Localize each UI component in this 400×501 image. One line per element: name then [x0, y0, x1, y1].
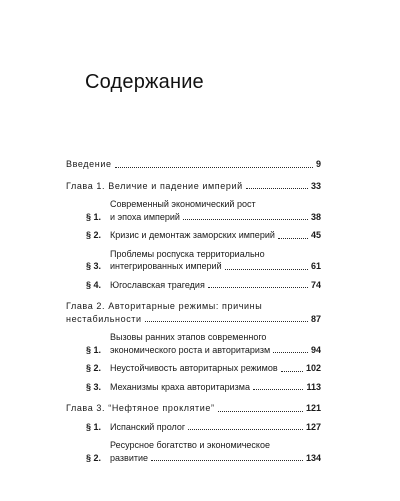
- toc-section-number: § 2.: [86, 230, 102, 240]
- toc-section-entry: [66, 279, 321, 292]
- toc-page-number: 9: [315, 159, 321, 169]
- toc-entry-text: Глава 1. Величие и падение империй: [66, 180, 243, 191]
- dot-leader: [208, 287, 308, 288]
- toc-entry-text: Механизмы краха авторитаризма: [110, 381, 250, 392]
- toc-page-number: 87: [310, 313, 321, 324]
- toc-chapter-entry: [66, 402, 321, 415]
- dot-leader: [115, 167, 313, 168]
- dot-leader: [188, 429, 303, 430]
- toc-page-number: 134: [305, 452, 321, 463]
- toc-section-entry: [66, 439, 321, 464]
- toc-section-entry: [66, 331, 321, 356]
- toc-entry-text: нестабильности: [66, 313, 142, 324]
- toc-page-number: 74: [310, 279, 321, 290]
- toc-entry-text: Глава 2. Авторитарные режимы: причины: [66, 301, 263, 311]
- table-of-contents: [66, 158, 321, 464]
- dot-leader: [278, 238, 308, 239]
- toc-entry-text: Проблемы роспуска территориально: [110, 248, 265, 259]
- toc-page-number: 45: [310, 230, 321, 240]
- dot-leader: [151, 460, 303, 461]
- toc-section-entry: [66, 248, 321, 273]
- toc-page-number: 113: [306, 381, 321, 392]
- toc-chapter-entry: [66, 158, 321, 171]
- toc-page-number: 61: [310, 261, 321, 271]
- toc-page-number: 102: [305, 363, 321, 373]
- dot-leader: [225, 269, 308, 270]
- toc-page-number: 121: [305, 403, 321, 413]
- toc-section-number: § 1.: [86, 421, 102, 432]
- toc-section-number: § 3.: [86, 261, 102, 271]
- toc-section-number: § 1.: [86, 211, 102, 222]
- toc-entry-text: экономического роста и авторитаризм: [110, 344, 271, 355]
- dot-leader: [183, 219, 308, 220]
- dot-leader: [253, 389, 303, 390]
- toc-entry-text: интегрированных империй: [110, 261, 222, 271]
- toc-entry-text: Ресурсное богатство и экономическое: [110, 440, 270, 450]
- toc-section-number: § 3.: [86, 381, 102, 392]
- dot-leader: [273, 352, 308, 353]
- toc-entry-text: Введение: [66, 159, 112, 169]
- dot-leader: [218, 411, 303, 412]
- toc-section-entry: [66, 198, 321, 223]
- toc-entry-text: развитие: [110, 452, 148, 463]
- toc-page-number: 33: [310, 180, 321, 191]
- toc-chapter-entry: [66, 180, 321, 193]
- page-title: Содержание: [85, 71, 204, 93]
- toc-entry-text: Неустойчивость авторитарных режимов: [110, 363, 278, 373]
- toc-entry-text: Югославская трагедия: [110, 279, 205, 290]
- toc-section-entry: [66, 421, 321, 434]
- dot-leader: [281, 371, 303, 372]
- toc-section-number: § 2.: [86, 363, 102, 373]
- toc-entry-text: Испанский пролог: [110, 421, 186, 432]
- toc-section-entry: [66, 362, 321, 375]
- toc-section-entry: [66, 229, 321, 242]
- toc-section-number: § 1.: [86, 344, 102, 355]
- toc-section-number: § 4.: [86, 279, 102, 290]
- toc-page-number: 94: [310, 344, 321, 355]
- dot-leader: [246, 188, 308, 189]
- toc-section-number: § 2.: [86, 452, 102, 463]
- toc-page-number: 127: [305, 421, 321, 432]
- toc-entry-text: Современный экономический рост: [110, 199, 256, 209]
- toc-page-number: 38: [310, 211, 321, 222]
- toc-section-entry: [66, 381, 321, 394]
- toc-entry-text: Глава 3. “Нефтяное проклятие”: [66, 403, 215, 413]
- toc-chapter-entry: [66, 300, 321, 325]
- toc-entry-text: Кризис и демонтаж заморских империй: [110, 230, 275, 240]
- toc-entry-text: Вызовы ранних этапов современного: [110, 332, 267, 342]
- dot-leader: [145, 321, 308, 322]
- toc-entry-text: и эпоха империй: [110, 211, 180, 222]
